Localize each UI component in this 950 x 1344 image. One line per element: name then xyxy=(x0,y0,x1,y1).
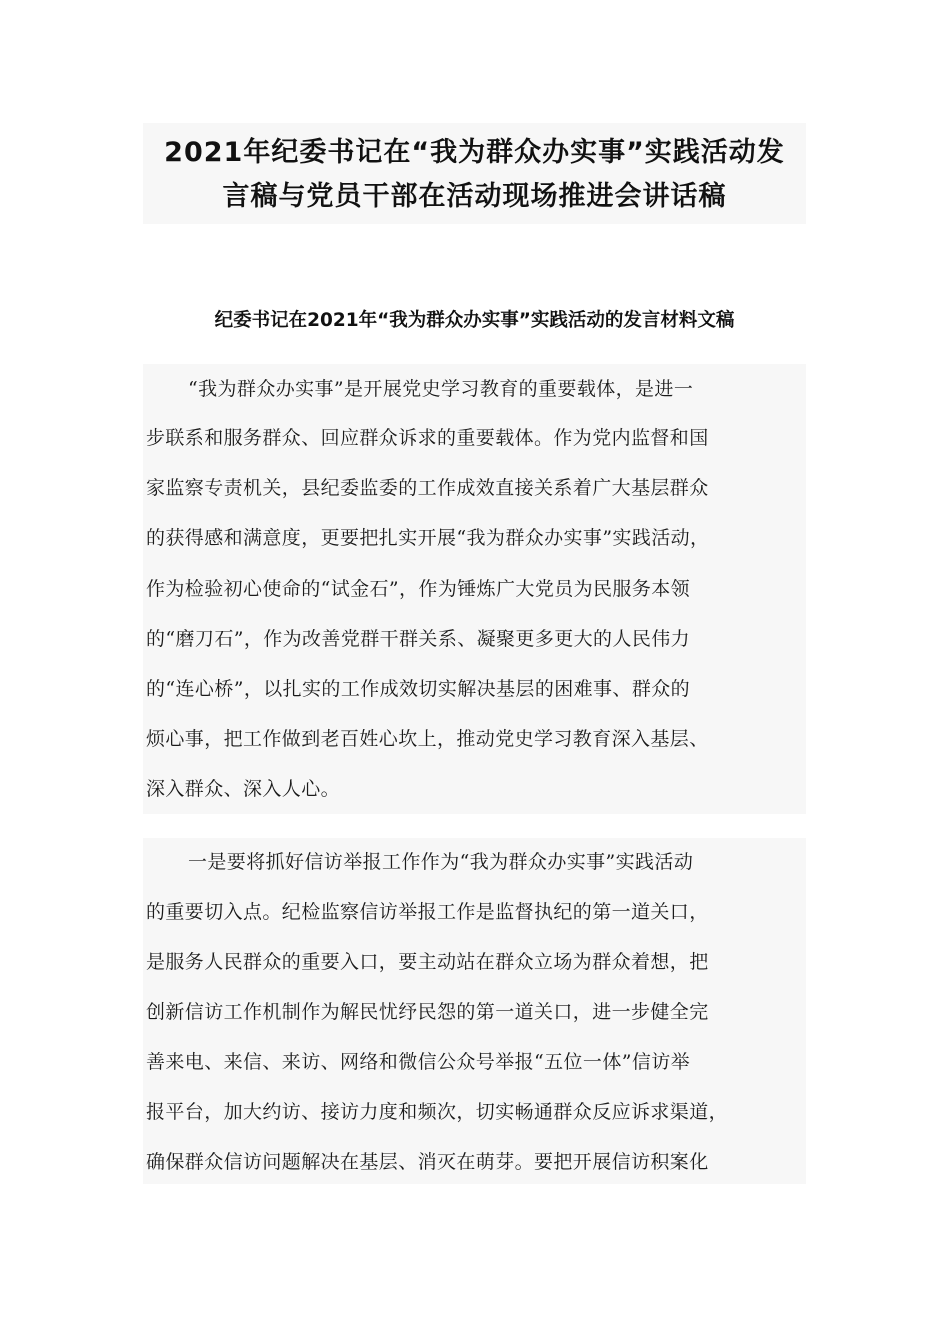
paragraph-line: “我为群众办实事”是开展党史学习教育的重要载体，是进一 xyxy=(188,378,694,400)
paragraph-line: 步联系和服务群众、回应群众诉求的重要载体。作为党内监督和国 xyxy=(146,427,709,449)
title-line-2: 言稿与党员干部在活动现场推进会讲话稿 xyxy=(222,181,727,212)
paragraph-line: 深入群众、深入人心。 xyxy=(146,778,341,800)
paragraph-line: 的“连心桥”，以扎实的工作成效切实解决基层的困难事、群众的 xyxy=(146,678,691,700)
paragraph-1 xyxy=(143,364,806,814)
paragraph-line: 善来电、来信、来访、网络和微信公众号举报“五位一体”信访举 xyxy=(146,1051,691,1073)
paragraph-2 xyxy=(143,838,806,1184)
paragraph-line: 家监察专责机关，县纪委监委的工作成效直接关系着广大基层群众 xyxy=(146,477,709,499)
paragraph-line: 的获得感和满意度，更要把扎实开展“我为群众办实事”实践活动， xyxy=(146,527,710,549)
paragraph-line: 创新信访工作机制作为解民忧纾民怨的第一道关口，进一步健全完 xyxy=(146,1001,709,1023)
paragraph-line: 一是要将抓好信访举报工作作为“我为群众办实事”实践活动 xyxy=(188,851,694,873)
section-heading: 纪委书记在2021年“我为群众办实事”实践活动的发言材料文稿 xyxy=(214,310,735,331)
paragraph-line: 烦心事，把工作做到老百姓心坎上，推动党史学习教育深入基层、 xyxy=(146,728,709,750)
paragraph-line: 是服务人民群众的重要入口，要主动站在群众立场为群众着想，把 xyxy=(146,951,709,973)
document-title xyxy=(143,123,806,224)
paragraph-line: 报平台，加大约访、接访力度和频次，切实畅通群众反应诉求渠道， xyxy=(146,1101,729,1123)
paragraph-line: 作为检验初心使命的“试金石”，作为锤炼广大党员为民服务本领 xyxy=(146,578,691,600)
title-line-1: 2021年纪委书记在“我为群众办实事”实践活动发 xyxy=(164,137,785,168)
paragraph-line: 的“磨刀石”，作为改善党群干群关系、凝聚更多更大的人民伟力 xyxy=(146,628,691,650)
paragraph-line: 的重要切入点。纪检监察信访举报工作是监督执纪的第一道关口， xyxy=(146,901,709,923)
paragraph-line: 确保群众信访问题解决在基层、消灭在萌芽。要把开展信访积案化 xyxy=(146,1151,709,1173)
